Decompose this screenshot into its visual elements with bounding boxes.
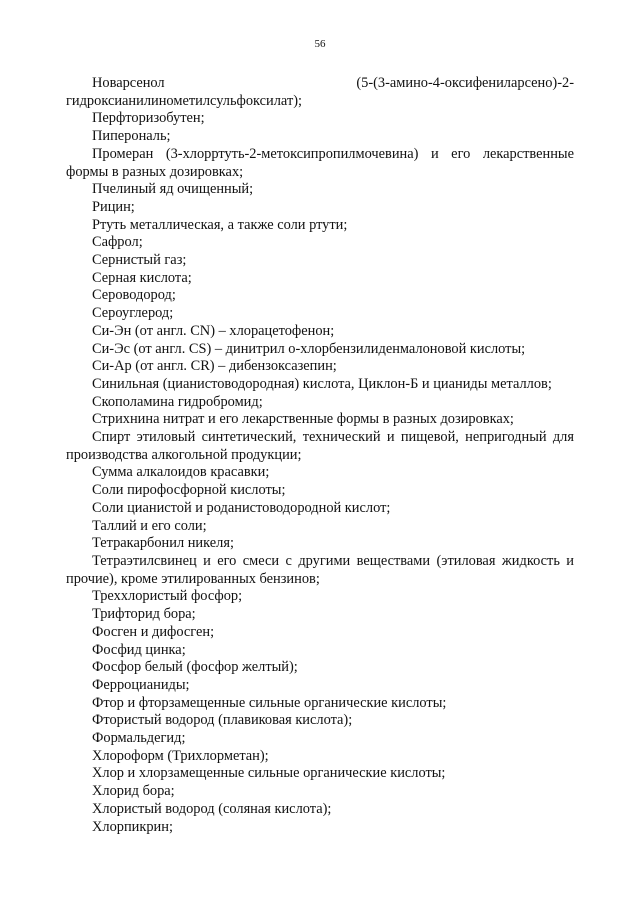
list-item: Синильная (цианистоводородная) кислота, Циклон-Б и цианиды металлов; [92, 375, 552, 392]
list-item: Формальдегид; [92, 730, 186, 747]
list-item: Хлористый водород (соляная кислота); [92, 800, 332, 817]
list-item: Рицин; [92, 198, 135, 215]
list-item: Ртуть металлическая, а также соли ртути; [92, 216, 348, 233]
list-item: Соли пирофосфорной кислоты; [92, 482, 286, 499]
list-item: Си-Ар (от англ. CR) – дибензоксазепин; [92, 358, 337, 375]
page-number: 56 [314, 38, 326, 50]
list-item: Таллий и его соли; [92, 517, 207, 534]
list-item: Хлор и хлорзамещенные сильные органические кислоты; [92, 765, 446, 782]
list-item: Фосфор белый (фосфор желтый); [92, 659, 298, 676]
list-item: Промеран (3-хлорртуть-2-метоксипропилмочевина) и его лекарственные формы в разных дозировках; [66, 145, 574, 180]
list-item: Фтор и фторзамещенные сильные органические кислоты; [92, 694, 447, 711]
list-item: Сафрол; [92, 234, 143, 251]
list-item: Хлороформ (Трихлорметан); [92, 747, 269, 764]
list-item: Пиперональ; [92, 128, 171, 145]
list-item: Тетраэтилсвинец и его смеси с другими веществами (этиловая жидкость и прочие), кроме этилированных бензинов; [66, 552, 574, 587]
list-item: Хлорид бора; [92, 783, 175, 800]
list-item: Соли цианистой и роданистоводородной кислот; [92, 499, 391, 516]
list-item: Сумма алкалоидов красавки; [92, 464, 270, 481]
list-item: Пчелиный яд очищенный; [92, 181, 254, 198]
list-item-novarsenol-cont: гидроксианилинометилсульфоксилат); [66, 92, 303, 109]
list-item: Фосген и дифосген; [92, 623, 215, 640]
list-item: Перфторизобутен; [92, 110, 205, 127]
list-item: Серная кислота; [92, 269, 192, 286]
list-item: Фтористый водород (плавиковая кислота); [92, 712, 353, 729]
list-item: Сероуглерод; [92, 305, 174, 322]
list-item: Стрихнина нитрат и его лекарственные формы в разных дозировках; [92, 411, 514, 428]
list-item: Треххлористый фосфор; [92, 588, 243, 605]
list-item-novarsenol [66, 75, 574, 93]
list-item: Сероводород; [92, 287, 176, 304]
list-item: Си-Эс (от англ. CS) – динитрил о-хлорбензилиденмалоновой кислоты; [92, 340, 526, 357]
list-item: Ферроцианиды; [92, 676, 190, 693]
list-item: Си-Эн (от англ. CN) – хлорацетофенон; [92, 322, 335, 339]
list-item: Фосфид цинка; [92, 641, 186, 658]
item-formula-start: (5-(3-амино-4-оксифениларсено)-2- [356, 75, 574, 91]
list-item: Скополамина гидробромид; [92, 393, 263, 410]
list-item: Тетракарбонил никеля; [92, 535, 234, 552]
item-name: Новарсенол [92, 75, 165, 91]
list-item: Спирт этиловый синтетический, технический и пищевой, непригодный для производства алкогольной продукции; [66, 429, 574, 463]
list-item: Хлорпикрин; [92, 818, 173, 835]
list-item: Сернистый газ; [92, 252, 187, 269]
substance-list [66, 75, 574, 836]
list-item: Трифторид бора; [92, 606, 196, 623]
